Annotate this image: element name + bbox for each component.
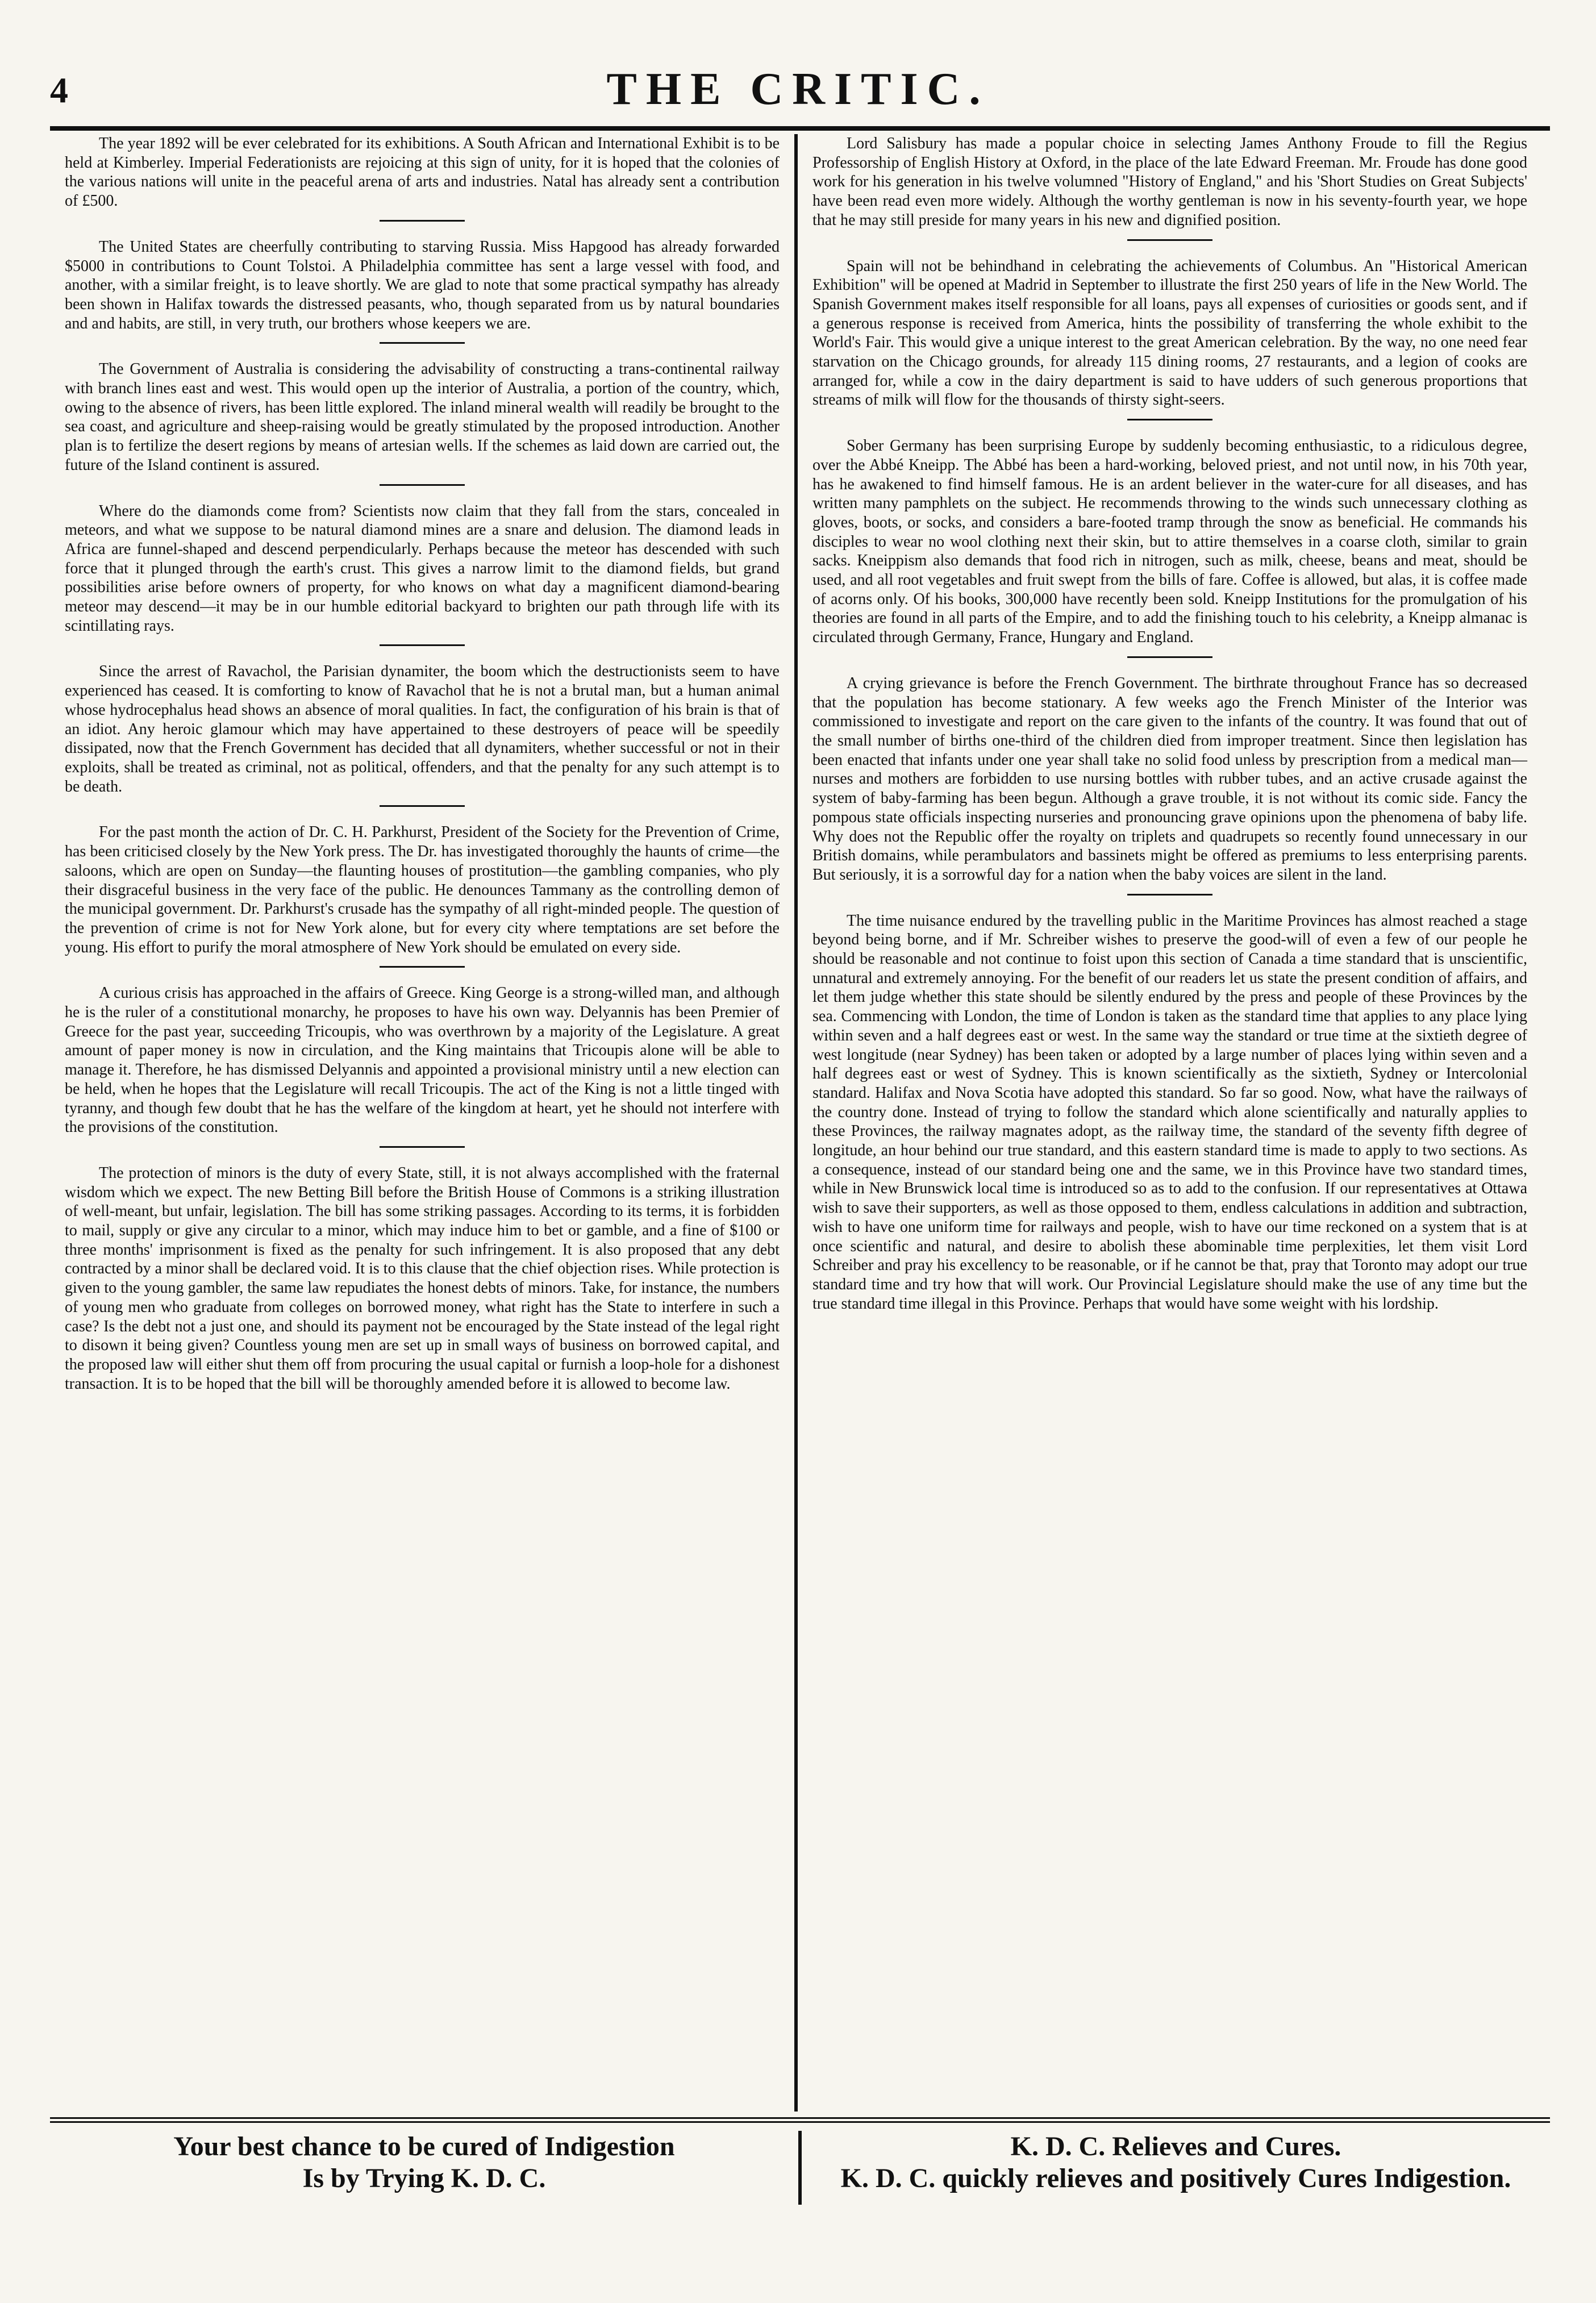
article-paragraph: The Government of Australia is considering the advisability of constructing a trans-continental railway with branch lines east and west. This would open up the interior of Australia, a portion of the country, which, owing to the absence of rivers, has been little explored. The inland mineral wealth will readily be brought to the sea coast, and agriculture and sheep-raising would be greatly stimulated by the proposed introduction. Another plan is to fertilize the desert regions by means of artesian wells. If the schemes as laid down are carried out, the future of the Island continent is assured. — [65, 360, 780, 474]
article-separator — [380, 805, 465, 807]
footer-rule — [50, 2117, 1550, 2129]
article-separator — [1127, 239, 1212, 241]
left-column — [50, 134, 794, 2112]
article-separator — [380, 966, 465, 968]
article-paragraph: The United States are cheerfully contributing to starving Russia. Miss Hapgood has already forwarded $5000 in contributions to Count Tolstoi. A Philadelphia committee has sent a large vessel with food, and another, with a similar freight, is to leave shortly. We are glad to note that some practical sympathy has already been shown in Halifax towards the distressed peasants, who, though separated from us by natural boundaries and and habits, are still, in very truth, our brothers whose keepers we are. — [65, 238, 780, 332]
article-paragraph: The protection of minors is the duty of every State, still, it is not always accomplished with the fraternal wisdom which we expect. The new Betting Bill before the British House of Commons is a striking illustration of well-meant, but unfair, legislation. The bill has some striking passages. According to its terms, it is forbidden to mail, supply or give any circular to a minor, which may induce him to bet or gamble, and a fine of $100 or three months' imprisonment is fixed as the penalty for such infringement. It is also proposed that any debt contracted by a minor shall be declared void. It is to this clause that the chief objection rises. While protection is given to the young gambler, the same law repudiates the honest debts of minors. Take, for instance, the numbers of young men who graduate from colleges on borrowed money, what right has the State to interfere in such a case? Is the debt not a just one, and should its payment not be encouraged by the State instead of the legal right to disown it being given? Countless young men are set up in small ways of business on borrowed capital, and the proposed law will either shut them off from procuring the usual capital or furnish a loop-hole for a dishonest transaction. It is to be hoped that the bill will be thoroughly amended before it is allowed to become law. — [65, 1164, 780, 1393]
article-paragraph: A crying grievance is before the French Government. The birthrate throughout France has so decreased that the population has become stationary. A few weeks ago the French Minister of the Interior was commissioned to investigate and report on the care given to the infants of the country. It was found that out of the small number of births one-third of the children died from improper treatment. Since then legislation has been enacted that infants under one year shall take no solid food unless by prescription from a medical man—nurses and mothers are forbidden to use nursing bottles with rubber tubes, and an active crusade against the system of baby-farming has been begun. Although a grave trouble, it is not without its comic side. Fancy the pompous state officials inspecting nurseries and pronouncing grave opinions upon the phenomena of baby life. Why does not the Republic offer the royalty on triplets and quadrupets so recently found unnecessary in our British domains, while perambulators and bassinets might be offered as premiums to less enterprising parents. But seriously, it is a sorrowful day for a nation when the baby voices are silent in the land. — [812, 674, 1527, 884]
ad-line: Is by Trying K. D. C. — [302, 2163, 546, 2193]
right-column — [798, 134, 1542, 2112]
article-paragraph: Spain will not be behindhand in celebrating the achievements of Columbus. An "Historical American Exhibition" will be opened at Madrid in September to illustrate the first 250 years of life in the New World. The Spanish Government makes itself responsible for all loans, pays all expenses of curiosities or goods sent, and if a generous response is received from America, hints the possibility of transferring the whole exhibit to the World's Fair. This would give a unique interest to the great American celebration. By the way, no one need fear starvation on the Chicago grounds, for already 115 dining rooms, 27 restaurants, and a legion of cooks are arranged for, while a cow in the dairy department is said to have udders of such generous proportions that streams of milk will flow for the thousands of thirsty sight-seers. — [812, 257, 1527, 409]
article-separator — [1127, 656, 1212, 658]
advertisement-right — [802, 2131, 1550, 2205]
ad-line: K. D. C. quickly relieves and positively Cures Indigestion. — [840, 2163, 1511, 2193]
advertisement-left — [50, 2131, 798, 2205]
article-separator — [1127, 894, 1212, 896]
ad-line: K. D. C. Relieves and Cures. — [1010, 2131, 1341, 2162]
article-paragraph: For the past month the action of Dr. C. H. Parkhurst, President of the Society for the Prevention of Crime, has been criticised closely by the New York press. The Dr. has investigated thoroughly the haunts of crime—the saloons, which are open on Sunday—the flaunting houses of prostitution—the gambling companies, who ply their disgraceful business in the very face of the public. He denounces Tammany as the controlling demon of the municipal government. Dr. Parkhurst's crusade has the sympathy of all right-minded people. The question of the prevention of crime is not for New York alone, but for every city where temptations are set before the young. His effort to purify the moral atmosphere of New York should be emulated on every side. — [65, 823, 780, 956]
article-separator — [380, 220, 465, 222]
article-paragraph: Where do the diamonds come from? Scientists now claim that they fall from the stars, concealed in meteors, and what we suppose to be natural diamond mines are a snare and delusion. The diamond leads in Africa are funnel-shaped and descend perpendicularly. Perhaps because the meteor has descended with such force that it plunged through the earth's crust. This gives a narrow limit to the diamond fields, but grand possibilities arise before owners of property, for who knows on what day a magnificent diamond-bearing meteor may descend—it may be in our humble editorial backyard to brighten our path through life with its scintillating rays. — [65, 502, 780, 635]
article-separator — [380, 644, 465, 646]
article-separator — [380, 1146, 465, 1148]
article-paragraph: The year 1892 will be ever celebrated for its exhibitions. A South African and International Exhibit is to be held at Kimberley. Imperial Federationists are rejoicing at this sign of unity, for it is hoped that the colonies of the various nations will unite in the peaceful arena of arts and industries. Natal has already sent a contribution of £500. — [65, 135, 780, 210]
article-separator — [380, 342, 465, 344]
article-paragraph: Sober Germany has been surprising Europe by suddenly becoming enthusiastic, to a ridiculous degree, over the Abbé Kneipp. The Abbé has been a hard-working, beloved priest, and not until now, in his 70th year, has he awakened to find himself famous. He is an ardent believer in the water-cure for all diseases, and has written many pamphlets on the subject. He recommends throwing to the winds such unnecessary clothing as gloves, boots, or socks, and considers a bare-footed tramp through the snow as beneficial. He commands his disciples to wear no wool clothing next their skin, but to attire themselves in a coarse cloth, similar to grain sacks. Kneippism also demands that food rich in nitrogen, such as milk, cheese, beans and meat, should be used, and all root vegetables and fruit swept from the bills of fare. Coffee is allowed, but alas, it is coffee made of acorns only. Of his books, 300,000 have recently been sold. Kneipp Institutions for the promulgation of his theories are found in all parts of the Empire, and to add the finishing touch to his celebrity, a Kneipp almanac is circulated through Germany, France, Hungary and England. — [812, 437, 1527, 647]
ad-line: Your best chance to be cured of Indigestion — [173, 2131, 675, 2162]
article-paragraph: Since the arrest of Ravachol, the Parisian dynamiter, the boom which the destructionists seem to have experienced has ceased. It is comforting to know of Ravachol that he is not a brutal man, but a human animal whose hydrocephalus head shows an absence of moral qualities. In fact, the configuration of his brain is that of an idiot. Any heroic glamour which may have appertained to these destroyers of peace will be speedily dissipated, now that the French Government has decided that all dynamiters, whether successful or not in their exploits, shall be treated as criminal, not as political, offenders, and that the penalty for any such attempt is to be death. — [65, 663, 780, 796]
article-paragraph: The time nuisance endured by the travelling public in the Maritime Provinces has almost reached a stage beyond being borne, and if Mr. Schreiber wishes to preserve the good-will of even a few of our people he should be reasonable and not continue to foist upon this section of Canada a time standard that is unscientific, unnatural and extremely annoying. For the benefit of our readers let us state the present condition of affairs, and let them judge whether this state should be silently endured by the press and people of these Provinces by the sea. Commencing with London, the time of London is taken as the standard time that applies to any place lying within seven and a half degrees east or west. In the same way the standard or true time at the sixtieth degree of west longitude (near Sydney) has been taken or adopted by a large number of places lying within seven and a half degrees east or west of Sydney. This is known scientifically as the sixtieth, Sydney or Intercolonial standard. Halifax and Nova Scotia have adopted this standard. So far so good. Now, what have the railways of the country done. Instead of trying to follow the standard which alone scientifically and naturally applies to these Provinces, the railway magnates adopt, as the railway time, the standard of the seventy fifth degree of longitude, an hour behind our true standard, and this eastern standard time is made to apply to two sections. As a consequence, instead of our standard being one and the same, we in this Province have two standard times, while in New Brunswick local time is introduced so as to add to the confusion. If our representatives at Ottawa wish to save their supporters, as well as those opposed to them, endless calculations in addition and subtraction, wish to have one uniform time for railways and people, wish to have our time reckoned on a system that is at once scientific and natural, and desire to abolish these abominable time perplexities, let them visit Lord Schreiber and pray his excellency to be reasonable, or if he cannot be that, pray that Toronto may adopt our true standard time and try how that will work. Our Provincial Legislature should make the use of any time but the true standard time illegal in this Province. Perhaps that would have some weight with his lordship. — [812, 911, 1527, 1313]
masthead-title: THE CRITIC. — [606, 64, 990, 114]
article-paragraph: A curious crisis has approached in the affairs of Greece. King George is a strong-willed man, and although he is the ruler of a constitutional monarchy, he proposes to have his own way. Delyannis has been Premier of Greece for the past year, succeeding Tricoupis, who was overthrown by a majority of the Legislature. A great amount of paper money is now in circulation, and the King maintains that Tricoupis alone will be able to manage it. Therefore, he has dismissed Delyannis and appointed a provisional ministry until a new election can be held, when he hopes that the Legislature will recall Tricoupis. The act of the King is not a little tinged with tyranny, and though few doubt that he has the welfare of the kingdom at heart, yet he should not interfere with the provisions of the constitution. — [65, 984, 780, 1136]
article-separator — [1127, 419, 1212, 420]
advertisement-strip — [50, 2131, 1550, 2205]
article-separator — [380, 484, 465, 486]
page-number: 4 — [50, 70, 68, 110]
article-paragraph: Lord Salisbury has made a popular choice in selecting James Anthony Froude to fill the Regius Professorship of English History at Oxford, in the place of the late Edward Freeman. Mr. Froude has done good work for his generation in his twelve volumned "History of England," and his 'Short Studies on Great Subjects' have been read even more widely. Although the worthy gentleman is now in his seventy-fourth year, we hope that he may still preside for many years in his new and dignified position. — [812, 135, 1527, 229]
header-rule — [50, 126, 1550, 131]
article-columns — [50, 134, 1550, 2112]
